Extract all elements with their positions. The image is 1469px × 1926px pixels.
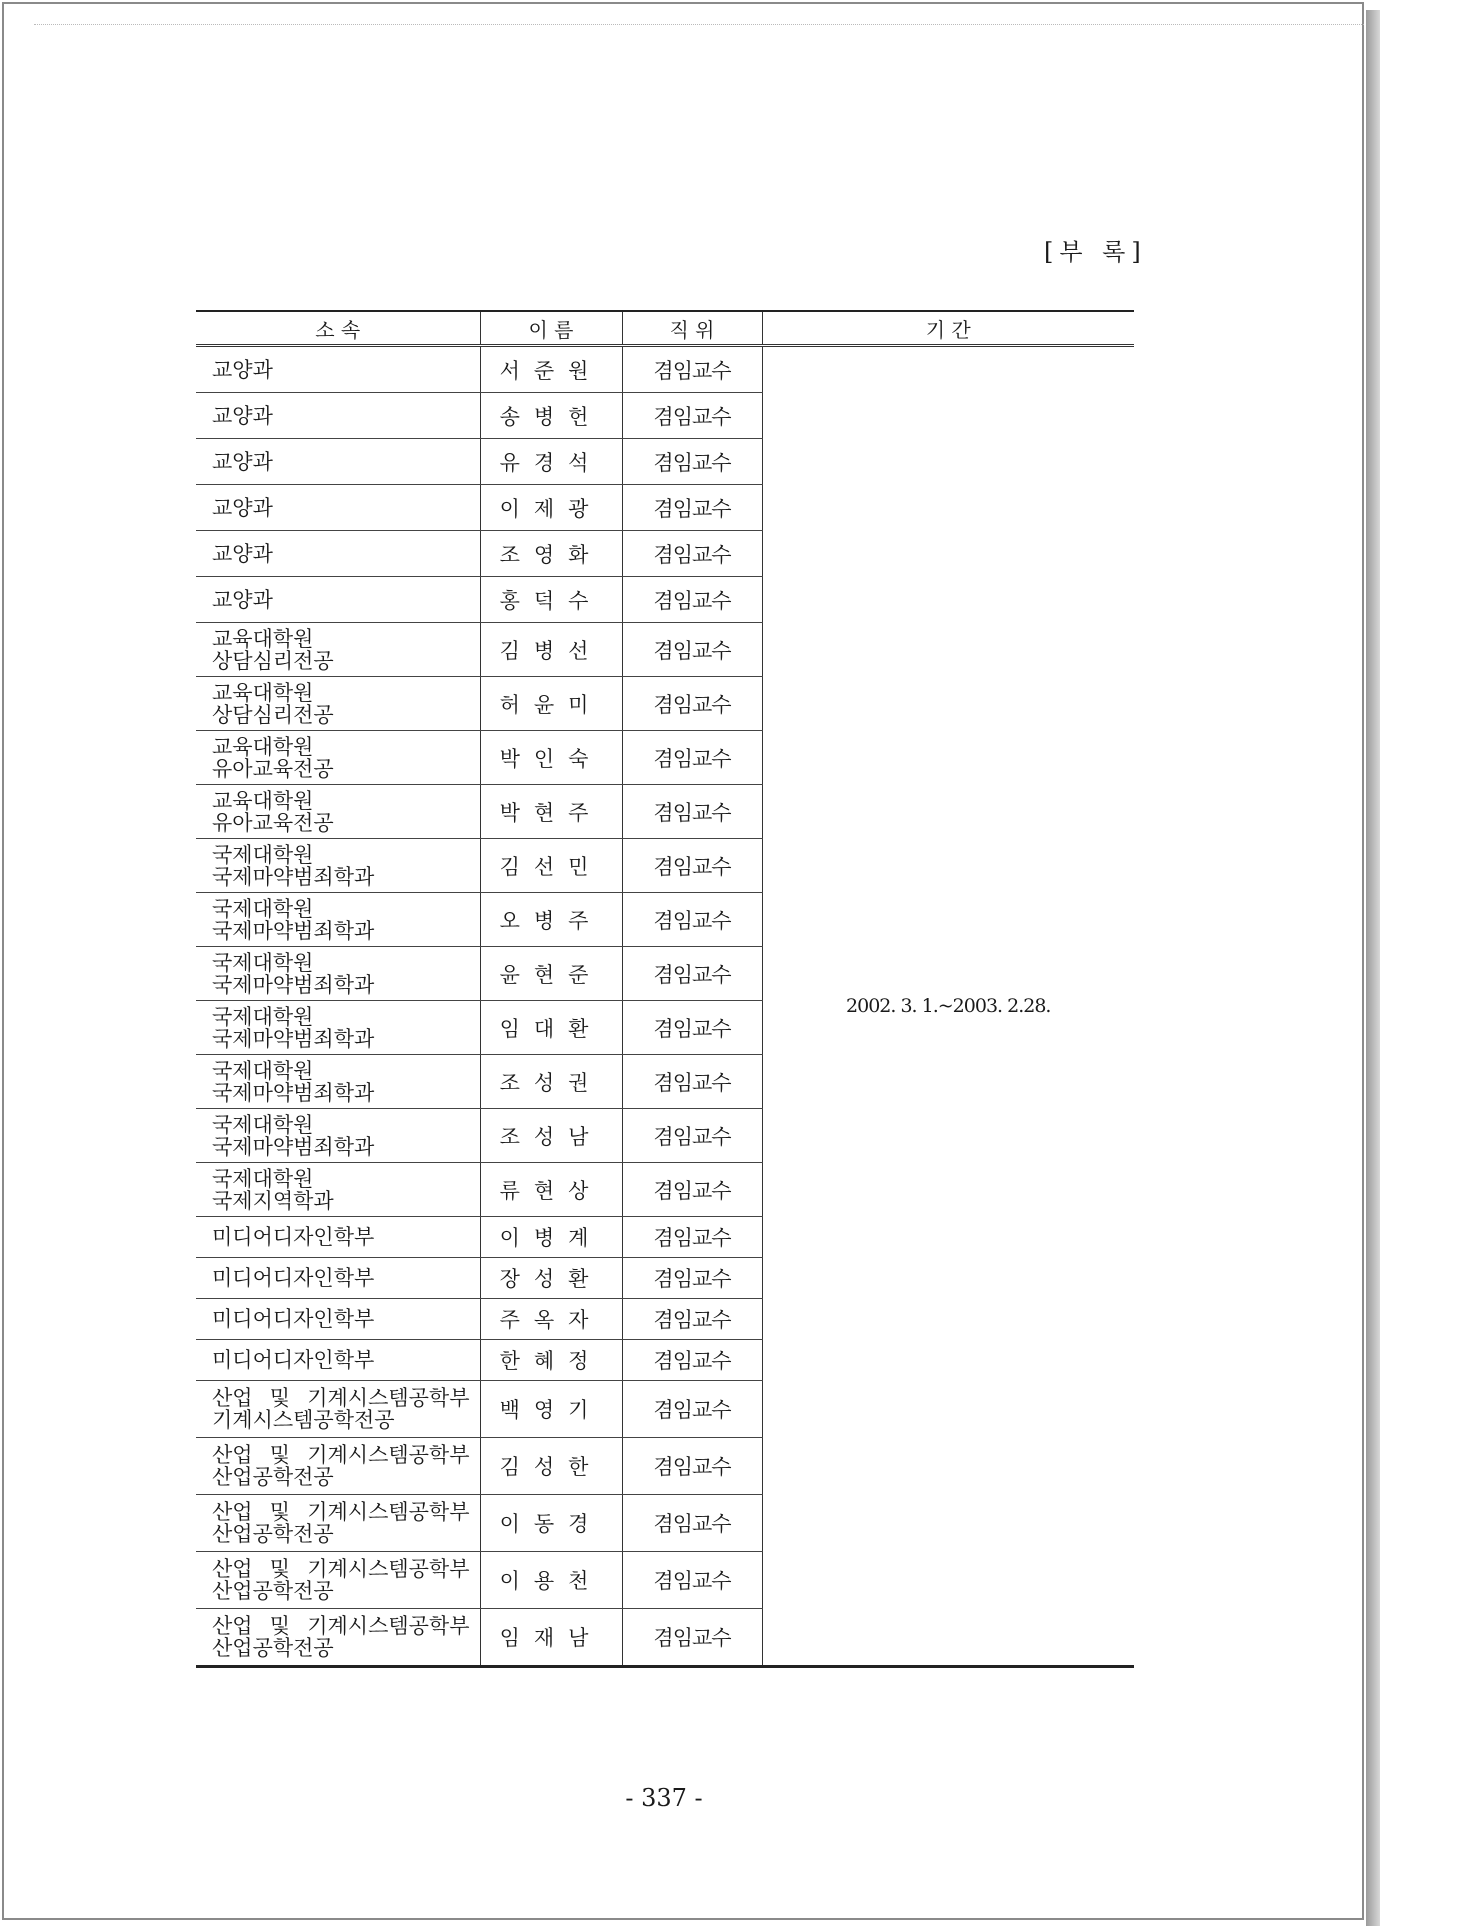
position-cell: 겸임교수	[622, 531, 762, 577]
name-cell: 장성환	[480, 1258, 622, 1299]
affiliation-line-1: 산업 및 기계시스템공학부	[212, 1614, 470, 1638]
affiliation-line-1: 국제대학원	[212, 842, 314, 867]
affiliation-line-2: 산업공학전공	[212, 1465, 334, 1489]
affiliation-line-2: 유아교육전공	[212, 810, 334, 835]
position-cell: 겸임교수	[622, 577, 762, 623]
affiliation-cell	[196, 1609, 480, 1667]
affiliation-cell	[196, 577, 480, 623]
affiliation-line-1: 국제대학원	[212, 896, 314, 921]
page-shadow	[1366, 10, 1380, 1926]
header-period-text: 기 간	[925, 317, 971, 342]
affiliation-cell	[196, 1438, 480, 1495]
affiliation-line-1: 미디어디자인학부	[212, 1307, 375, 1331]
affiliation-line-1: 교양과	[212, 403, 273, 428]
table-header-row	[196, 311, 1134, 346]
position-cell: 겸임교수	[622, 439, 762, 485]
position-cell: 겸임교수	[622, 1001, 762, 1055]
affiliation-line-1: 산업 및 기계시스템공학부	[212, 1557, 470, 1581]
header-position-text: 직 위	[669, 317, 715, 342]
name-cell: 서준원	[480, 346, 622, 393]
affiliation-cell	[196, 1495, 480, 1552]
affiliation-cell	[196, 1552, 480, 1609]
position-cell: 겸임교수	[622, 839, 762, 893]
name-cell: 이동경	[480, 1495, 622, 1552]
affiliation-cell	[196, 1109, 480, 1163]
affiliation-line-2: 국제마약범죄학과	[212, 864, 375, 889]
affiliation-cell	[196, 439, 480, 485]
affiliation-line-1: 산업 및 기계시스템공학부	[212, 1386, 470, 1410]
affiliation-line-2: 산업공학전공	[212, 1579, 334, 1603]
name-cell: 오병주	[480, 893, 622, 947]
affiliation-line-1: 국제대학원	[212, 1004, 314, 1029]
name-cell: 조성남	[480, 1109, 622, 1163]
header-name	[480, 311, 622, 346]
header-affiliation	[196, 311, 480, 346]
name-cell: 윤현준	[480, 947, 622, 1001]
table-row	[196, 346, 1134, 393]
position-cell: 겸임교수	[622, 785, 762, 839]
name-cell: 주옥자	[480, 1299, 622, 1340]
affiliation-cell	[196, 947, 480, 1001]
affiliation-line-2: 상담심리전공	[212, 648, 334, 673]
position-cell: 겸임교수	[622, 1055, 762, 1109]
affiliation-line-1: 미디어디자인학부	[212, 1225, 375, 1249]
affiliation-cell	[196, 785, 480, 839]
affiliation-line-2: 기계시스템공학전공	[212, 1408, 395, 1432]
affiliation-line-1: 산업 및 기계시스템공학부	[212, 1443, 470, 1467]
page-number: - 337 -	[625, 1784, 703, 1812]
position-cell: 겸임교수	[622, 893, 762, 947]
affiliation-cell	[196, 1299, 480, 1340]
name-cell: 유경석	[480, 439, 622, 485]
header-position	[622, 311, 762, 346]
affiliation-cell	[196, 1258, 480, 1299]
affiliation-line-1: 교양과	[212, 495, 273, 520]
affiliation-line-1: 교양과	[212, 587, 273, 612]
position-cell: 겸임교수	[622, 1438, 762, 1495]
document-page	[2, 2, 1364, 1920]
position-cell: 겸임교수	[622, 1163, 762, 1217]
affiliation-cell	[196, 1217, 480, 1258]
affiliation-cell	[196, 1163, 480, 1217]
affiliation-line-1: 미디어디자인학부	[212, 1348, 375, 1372]
name-cell: 조성권	[480, 1055, 622, 1109]
affiliation-line-1: 국제대학원	[212, 1112, 314, 1137]
affiliation-cell	[196, 839, 480, 893]
affiliation-line-2: 산업공학전공	[212, 1636, 334, 1660]
position-cell: 겸임교수	[622, 1299, 762, 1340]
affiliation-line-1: 국제대학원	[212, 1166, 314, 1191]
header-period	[762, 311, 1134, 346]
name-cell: 이병계	[480, 1217, 622, 1258]
name-cell: 홍덕수	[480, 577, 622, 623]
name-cell: 박인숙	[480, 731, 622, 785]
period-cell: 2002. 3. 1.~2003. 2.28.	[846, 995, 1051, 1017]
affiliation-cell	[196, 623, 480, 677]
affiliation-cell	[196, 893, 480, 947]
position-cell: 겸임교수	[622, 731, 762, 785]
affiliation-line-1: 교양과	[212, 541, 273, 566]
affiliation-line-2: 국제마약범죄학과	[212, 1080, 375, 1105]
affiliation-cell	[196, 1381, 480, 1438]
affiliation-line-1: 교양과	[212, 449, 273, 474]
affiliation-cell	[196, 393, 480, 439]
position-cell: 겸임교수	[622, 1340, 762, 1381]
name-cell: 이용천	[480, 1552, 622, 1609]
affiliation-line-1: 미디어디자인학부	[212, 1266, 375, 1290]
position-cell: 겸임교수	[622, 1495, 762, 1552]
header-affiliation-text: 소 속	[315, 317, 361, 342]
affiliation-cell	[196, 677, 480, 731]
affiliation-line-1: 교육대학원	[212, 788, 314, 813]
affiliation-cell	[196, 485, 480, 531]
name-cell: 류현상	[480, 1163, 622, 1217]
top-rule	[34, 24, 1364, 25]
table-body	[196, 346, 1134, 1667]
name-cell: 김성한	[480, 1438, 622, 1495]
affiliation-cell	[196, 346, 480, 393]
affiliation-line-1: 교육대학원	[212, 734, 314, 759]
name-cell: 임대환	[480, 1001, 622, 1055]
affiliation-line-2: 국제마약범죄학과	[212, 918, 375, 943]
faculty-table	[196, 310, 1134, 1668]
position-cell: 겸임교수	[622, 1258, 762, 1299]
affiliation-line-2: 상담심리전공	[212, 702, 334, 727]
position-cell: 겸임교수	[622, 1552, 762, 1609]
name-cell: 이제광	[480, 485, 622, 531]
position-cell: 겸임교수	[622, 677, 762, 731]
position-cell: 겸임교수	[622, 1381, 762, 1438]
name-cell: 김병선	[480, 623, 622, 677]
position-cell: 겸임교수	[622, 1217, 762, 1258]
position-cell: 겸임교수	[622, 947, 762, 1001]
position-cell: 겸임교수	[622, 623, 762, 677]
name-cell: 임재남	[480, 1609, 622, 1667]
name-cell: 한혜정	[480, 1340, 622, 1381]
affiliation-line-2: 산업공학전공	[212, 1522, 334, 1546]
affiliation-line-1: 산업 및 기계시스템공학부	[212, 1500, 470, 1524]
position-cell: 겸임교수	[622, 1609, 762, 1667]
name-cell: 송병헌	[480, 393, 622, 439]
affiliation-line-2: 국제마약범죄학과	[212, 1026, 375, 1051]
affiliation-cell	[196, 1001, 480, 1055]
section-tag: [부 록]	[1044, 238, 1147, 266]
name-cell: 김선민	[480, 839, 622, 893]
affiliation-line-2: 유아교육전공	[212, 756, 334, 781]
name-cell: 백영기	[480, 1381, 622, 1438]
affiliation-line-1: 교육대학원	[212, 626, 314, 651]
position-cell: 겸임교수	[622, 1109, 762, 1163]
affiliation-line-2: 국제마약범죄학과	[212, 972, 375, 997]
affiliation-cell	[196, 1055, 480, 1109]
position-cell: 겸임교수	[622, 393, 762, 439]
name-cell: 박현주	[480, 785, 622, 839]
affiliation-line-2: 국제지역학과	[212, 1188, 334, 1213]
affiliation-cell	[196, 731, 480, 785]
affiliation-line-1: 교육대학원	[212, 680, 314, 705]
affiliation-line-1: 국제대학원	[212, 1058, 314, 1083]
position-cell: 겸임교수	[622, 485, 762, 531]
name-cell: 허윤미	[480, 677, 622, 731]
header-name-text: 이 름	[528, 317, 574, 342]
name-cell: 조영화	[480, 531, 622, 577]
affiliation-line-2: 국제마약범죄학과	[212, 1134, 375, 1159]
position-cell: 겸임교수	[622, 346, 762, 393]
affiliation-cell	[196, 1340, 480, 1381]
affiliation-line-1: 교양과	[212, 357, 273, 382]
affiliation-line-1: 국제대학원	[212, 950, 314, 975]
affiliation-cell	[196, 531, 480, 577]
